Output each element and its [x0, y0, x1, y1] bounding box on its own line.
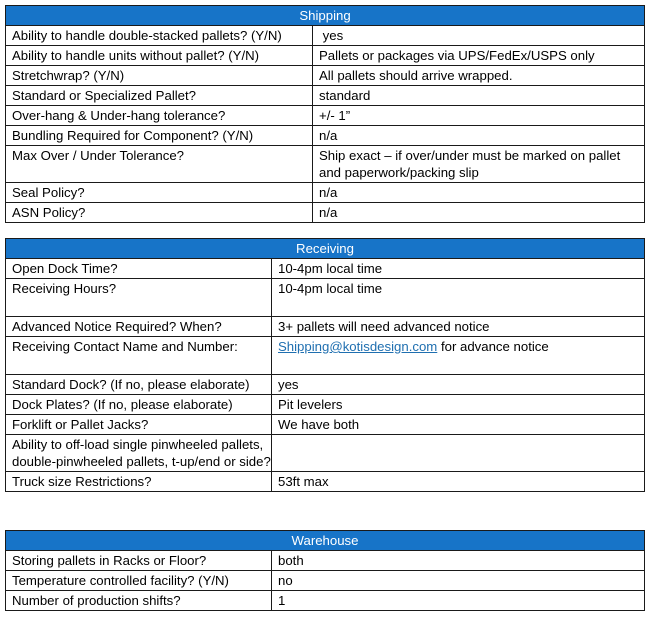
table-row	[6, 203, 645, 223]
table-row	[6, 146, 645, 183]
warehouse-header: Warehouse	[6, 531, 645, 551]
row-label: Max Over / Under Tolerance?	[6, 146, 313, 183]
row-value: yes	[272, 375, 645, 395]
shipping-header: Shipping	[6, 6, 645, 26]
table-row	[6, 591, 645, 611]
row-label: Standard or Specialized Pallet?	[6, 86, 313, 106]
row-value: All pallets should arrive wrapped.	[313, 66, 645, 86]
table-row	[6, 551, 645, 571]
row-value: n/a	[313, 203, 645, 223]
row-value: 10-4pm local time	[272, 259, 645, 279]
row-value: both	[272, 551, 645, 571]
warehouse-table	[5, 530, 645, 611]
row-label: Ability to handle units without pallet? (Y/N)	[6, 46, 313, 66]
row-label: Open Dock Time?	[6, 259, 272, 279]
shipping-table	[5, 5, 645, 223]
table-row	[6, 375, 645, 395]
row-value: standard	[313, 86, 645, 106]
row-value: yes	[313, 26, 645, 46]
row-label: Temperature controlled facility? (Y/N)	[6, 571, 272, 591]
table-row	[6, 26, 645, 46]
row-label: Standard Dock? (If no, please elaborate)	[6, 375, 272, 395]
row-label: Over-hang & Under-hang tolerance?	[6, 106, 313, 126]
row-value	[272, 435, 645, 472]
table-row	[6, 472, 645, 492]
table-row	[6, 183, 645, 203]
table-row	[6, 66, 645, 86]
row-label: Receiving Hours?	[6, 279, 272, 317]
row-label: Truck size Restrictions?	[6, 472, 272, 492]
table-row	[6, 106, 645, 126]
row-value: +/- 1”	[313, 106, 645, 126]
receiving-header: Receiving	[6, 239, 645, 259]
row-label: Stretchwrap? (Y/N)	[6, 66, 313, 86]
row-label: Dock Plates? (If no, please elaborate)	[6, 395, 272, 415]
row-value: Ship exact – if over/under must be marked on pallet and paperwork/packing slip	[313, 146, 645, 183]
row-value: Pit levelers	[272, 395, 645, 415]
row-label: Number of production shifts?	[6, 591, 272, 611]
row-value: 53ft max	[272, 472, 645, 492]
table-row	[6, 415, 645, 435]
table-row	[6, 46, 645, 66]
row-value: We have both	[272, 415, 645, 435]
table-row	[6, 571, 645, 591]
row-value: Pallets or packages via UPS/FedEx/USPS only	[313, 46, 645, 66]
contact-email-link[interactable]: Shipping@kotisdesign.com	[278, 339, 438, 354]
table-row	[6, 435, 645, 472]
table-row	[6, 317, 645, 337]
table-row	[6, 126, 645, 146]
contact-note: for advance notice	[437, 339, 549, 354]
row-label: Ability to off-load single pinwheeled pallets, double-pinwheeled pallets, t-up/end or side?	[6, 435, 272, 472]
row-label: ASN Policy?	[6, 203, 313, 223]
row-label: Seal Policy?	[6, 183, 313, 203]
receiving-table	[5, 238, 645, 492]
row-value: no	[272, 571, 645, 591]
row-label: Receiving Contact Name and Number:	[6, 337, 272, 375]
table-row	[6, 279, 645, 317]
row-label: Ability to handle double-stacked pallets? (Y/N)	[6, 26, 313, 46]
row-label: Advanced Notice Required? When?	[6, 317, 272, 337]
row-label: Storing pallets in Racks or Floor?	[6, 551, 272, 571]
row-value: n/a	[313, 126, 645, 146]
row-label: Bundling Required for Component? (Y/N)	[6, 126, 313, 146]
table-row	[6, 86, 645, 106]
table-row	[6, 259, 645, 279]
row-label: Forklift or Pallet Jacks?	[6, 415, 272, 435]
table-row	[6, 337, 645, 375]
row-value: 3+ pallets will need advanced notice	[272, 317, 645, 337]
row-value: 1	[272, 591, 645, 611]
table-row	[6, 395, 645, 415]
row-value	[272, 337, 645, 375]
row-value: 10-4pm local time	[272, 279, 645, 317]
row-value: n/a	[313, 183, 645, 203]
